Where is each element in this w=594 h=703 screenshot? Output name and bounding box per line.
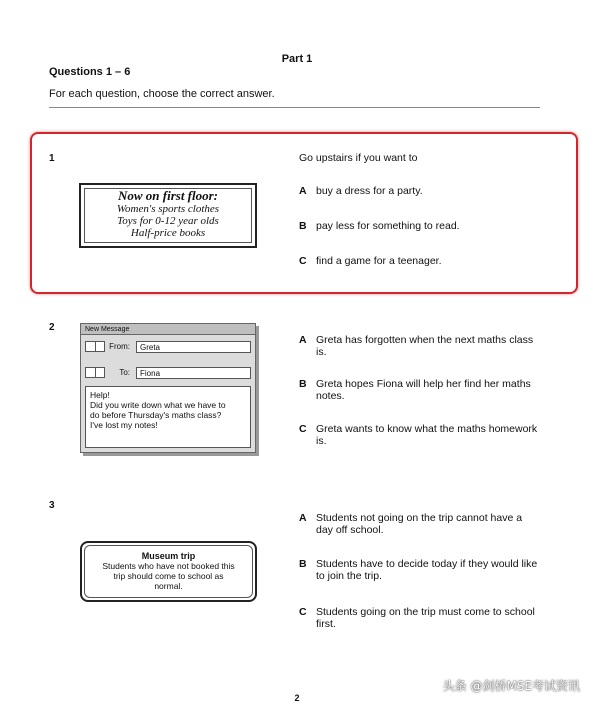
from-field: Greta <box>136 341 251 353</box>
to-row <box>85 367 251 379</box>
question-2-option-b[interactable] <box>299 378 539 402</box>
address-book-icon <box>85 367 105 378</box>
question-2-number: 2 <box>49 322 55 333</box>
watermark: 头条 @剑桥MSE考试资讯 <box>442 679 580 693</box>
option-letter: A <box>299 512 307 524</box>
message-window-title: New Message <box>81 324 255 335</box>
question-2-option-a[interactable] <box>299 334 539 358</box>
option-letter: C <box>299 423 307 435</box>
message-line: Did you write down what we have to <box>90 400 226 410</box>
message-line: Help! <box>90 390 110 400</box>
message-body <box>85 386 251 448</box>
option-letter: C <box>299 255 307 267</box>
part-title: Part 1 <box>281 53 313 65</box>
question-1-option-b[interactable] <box>299 220 539 232</box>
from-label: From: <box>109 342 130 351</box>
option-text: Greta has forgotten when the next maths class is. <box>316 334 534 358</box>
option-letter: A <box>299 334 307 346</box>
message-line: do before Thursday's maths class? <box>90 410 222 420</box>
option-text: find a game for a teenager. <box>316 255 442 267</box>
notice-heading: Museum trip <box>141 551 196 561</box>
instruction-text: For each question, choose the correct answer. <box>49 88 275 100</box>
sign-line: Women's sports clothes <box>116 203 220 215</box>
to-label: To: <box>119 368 130 377</box>
museum-trip-notice <box>80 541 257 602</box>
header-divider <box>49 107 540 108</box>
notice-line: Students who have not booked this <box>102 561 235 571</box>
notice-line: trip should come to school as <box>113 571 224 581</box>
option-text: Students going on the trip must come to school first. <box>316 606 535 630</box>
sign-line: Half-price books <box>130 227 206 239</box>
question-1-stem: Go upstairs if you want to <box>299 152 418 164</box>
option-text: Students have to decide today if they would like to join the trip. <box>316 558 538 582</box>
question-2-option-c[interactable] <box>299 423 539 447</box>
question-1-number: 1 <box>49 153 55 164</box>
option-letter: B <box>299 558 307 570</box>
option-letter: B <box>299 220 307 232</box>
question-3-option-b[interactable] <box>299 558 539 582</box>
question-1-sign <box>79 183 257 248</box>
option-letter: B <box>299 378 307 390</box>
option-text: pay less for something to read. <box>316 220 460 232</box>
option-letter: C <box>299 606 307 618</box>
question-3-option-c[interactable] <box>299 606 539 630</box>
question-3-option-a[interactable] <box>299 512 539 536</box>
option-text: buy a dress for a party. <box>316 185 423 197</box>
question-1-option-c[interactable] <box>299 255 539 267</box>
question-3-number: 3 <box>49 500 55 511</box>
page-number: 2 <box>294 693 300 703</box>
sign-line: Toys for 0-12 year olds <box>117 215 219 227</box>
questions-range: Questions 1 – 6 <box>49 66 131 78</box>
to-field: Fiona <box>136 367 251 379</box>
option-letter: A <box>299 185 307 197</box>
option-text: Greta hopes Fiona will help her find her maths notes. <box>316 378 531 402</box>
option-text: Greta wants to know what the maths homework is. <box>316 423 538 447</box>
from-row <box>85 341 251 353</box>
question-1-option-a[interactable] <box>299 185 539 197</box>
message-window <box>80 323 256 453</box>
option-text: Students not going on the trip cannot have a day off school. <box>316 512 523 536</box>
address-book-icon <box>85 341 105 352</box>
sign-heading: Now on first floor: <box>117 188 219 203</box>
message-line: I've lost my notes! <box>90 420 158 430</box>
notice-line: normal. <box>154 581 183 591</box>
